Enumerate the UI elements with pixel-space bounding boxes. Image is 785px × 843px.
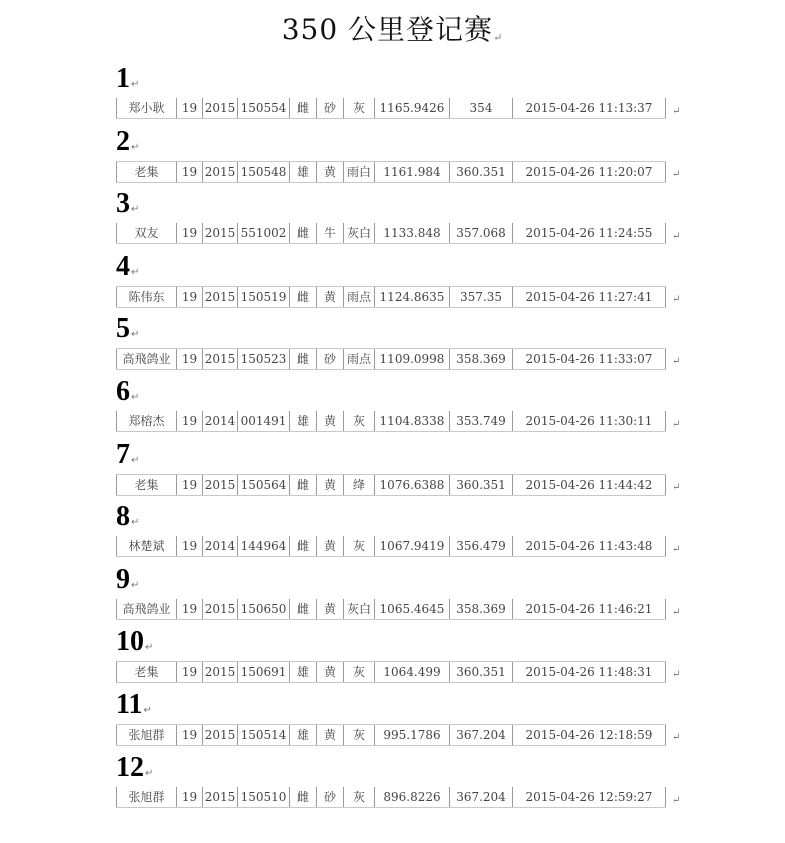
paragraph-mark-icon: ↵ xyxy=(672,168,681,180)
time-cell: 2015-04-26 11:20:07 xyxy=(512,162,666,182)
rank-number-text: 6 xyxy=(116,376,130,407)
color-cell: 灰 xyxy=(343,662,374,682)
table-row xyxy=(116,661,666,683)
paragraph-mark-icon: ↵ xyxy=(672,669,681,681)
speed-cell: 1124.8635 xyxy=(374,287,449,307)
year-cell: 2015 xyxy=(202,787,237,807)
rank-number xyxy=(116,127,139,163)
table-row xyxy=(116,161,666,183)
paragraph-mark-icon: ↵ xyxy=(145,642,154,654)
rank-number xyxy=(116,565,139,601)
paragraph-mark-icon: ↵ xyxy=(672,732,681,743)
rank-number-text: 3 xyxy=(116,188,130,220)
sex-cell: 雌 xyxy=(289,98,316,118)
owner-cell: 双友 xyxy=(116,223,176,243)
speed-cell: 1133.848 xyxy=(374,223,449,243)
ring-cell: 150691 xyxy=(237,662,289,682)
time-cell: 2015-04-26 11:43:48 xyxy=(512,536,666,556)
year-cell: 2015 xyxy=(202,162,237,182)
paragraph-mark-icon: ↵ xyxy=(672,293,681,305)
time-cell: 2015-04-26 11:27:41 xyxy=(512,287,666,307)
eye-cell: 牛 xyxy=(316,223,343,243)
owner-cell: 郑榕杰 xyxy=(116,411,176,431)
eye-cell: 黄 xyxy=(316,162,343,182)
rank-number xyxy=(116,502,139,538)
age-cell: 19 xyxy=(176,223,202,243)
paragraph-mark-icon: ↵ xyxy=(143,705,152,716)
table-row xyxy=(116,599,666,620)
result-entry xyxy=(116,377,686,439)
paragraph-mark-icon: ↵ xyxy=(131,204,140,216)
ring-cell: 144964 xyxy=(237,536,289,556)
paragraph-mark-icon: ↵ xyxy=(672,606,681,618)
eye-cell: 黄 xyxy=(316,536,343,556)
sex-cell: 雌 xyxy=(289,787,316,807)
age-cell: 19 xyxy=(176,725,202,745)
sex-cell: 雄 xyxy=(289,662,316,682)
distance-cell: 367.204 xyxy=(449,725,512,745)
rank-number xyxy=(116,64,139,100)
result-entry xyxy=(116,502,686,564)
result-entry xyxy=(116,565,686,627)
eye-cell: 黄 xyxy=(316,475,343,495)
owner-cell: 陈伟东 xyxy=(116,287,176,307)
owner-cell: 郑小耿 xyxy=(116,98,176,118)
eye-cell: 砂 xyxy=(316,98,343,118)
eye-cell: 砂 xyxy=(316,787,343,807)
speed-cell: 1109.0998 xyxy=(374,349,449,369)
ring-cell: 150519 xyxy=(237,287,289,307)
sex-cell: 雄 xyxy=(289,162,316,182)
rank-number-text: 7 xyxy=(116,438,130,470)
table-row xyxy=(116,536,666,557)
color-cell: 雨点 xyxy=(343,287,374,307)
paragraph-mark-icon: ↵ xyxy=(672,419,681,430)
result-entry xyxy=(116,189,686,251)
year-cell: 2015 xyxy=(202,725,237,745)
time-cell: 2015-04-26 11:44:42 xyxy=(512,475,666,495)
rank-number xyxy=(116,627,153,663)
rank-number xyxy=(116,252,139,288)
age-cell: 19 xyxy=(176,599,202,619)
rank-number xyxy=(116,753,153,789)
rank-number-text: 12 xyxy=(116,751,144,783)
year-cell: 2015 xyxy=(202,223,237,243)
paragraph-mark-icon: ↵ xyxy=(131,579,140,591)
year-cell: 2015 xyxy=(202,98,237,118)
page-title xyxy=(0,8,785,48)
time-cell: 2015-04-26 12:18:59 xyxy=(512,725,666,745)
paragraph-mark-icon: ↵ xyxy=(131,392,140,403)
ring-cell: 551002 xyxy=(237,223,289,243)
owner-cell: 老集 xyxy=(116,162,176,182)
owner-cell: 高飛鸽业 xyxy=(116,599,176,619)
speed-cell: 1165.9426 xyxy=(374,98,449,118)
distance-cell: 357.068 xyxy=(449,223,512,243)
rank-number xyxy=(116,314,139,350)
sex-cell: 雌 xyxy=(289,287,316,307)
owner-cell: 张旭群 xyxy=(116,787,176,807)
eye-cell: 黄 xyxy=(316,599,343,619)
table-row xyxy=(116,411,666,432)
owner-cell: 高飛鸽业 xyxy=(116,349,176,369)
time-cell: 2015-04-26 11:30:11 xyxy=(512,411,666,431)
age-cell: 19 xyxy=(176,475,202,495)
sex-cell: 雌 xyxy=(289,223,316,243)
sex-cell: 雌 xyxy=(289,349,316,369)
age-cell: 19 xyxy=(176,536,202,556)
paragraph-mark-icon: ↵ xyxy=(131,517,140,529)
color-cell: 绛 xyxy=(343,475,374,495)
paragraph-mark-icon: ↵ xyxy=(672,106,681,117)
distance-cell: 360.351 xyxy=(449,475,512,495)
eye-cell: 黄 xyxy=(316,662,343,682)
eye-cell: 黄 xyxy=(316,411,343,431)
age-cell: 19 xyxy=(176,411,202,431)
speed-cell: 1104.8338 xyxy=(374,411,449,431)
ring-cell: 150650 xyxy=(237,599,289,619)
color-cell: 灰 xyxy=(343,98,374,118)
paragraph-mark-icon: ↵ xyxy=(131,329,140,341)
color-cell: 灰 xyxy=(343,536,374,556)
color-cell: 灰 xyxy=(343,787,374,807)
table-row xyxy=(116,724,666,746)
year-cell: 2015 xyxy=(202,349,237,369)
paragraph-mark-icon: ↵ xyxy=(131,79,140,90)
paragraph-mark-icon: ↵ xyxy=(672,231,681,243)
page-title-text: 350 公里登记赛 xyxy=(281,13,494,46)
speed-cell: 1065.4645 xyxy=(374,599,449,619)
rank-number-text: 2 xyxy=(116,125,130,157)
ring-cell: 150554 xyxy=(237,98,289,118)
sex-cell: 雄 xyxy=(289,725,316,745)
owner-cell: 老集 xyxy=(116,475,176,495)
paragraph-mark-icon: ↵ xyxy=(493,31,504,44)
paragraph-mark-icon: ↵ xyxy=(131,141,140,153)
year-cell: 2015 xyxy=(202,287,237,307)
table-row xyxy=(116,474,666,496)
rank-number-text: 4 xyxy=(116,250,130,282)
table-row xyxy=(116,787,666,808)
result-entry xyxy=(116,627,686,689)
ring-cell: 150548 xyxy=(237,162,289,182)
year-cell: 2015 xyxy=(202,475,237,495)
table-row xyxy=(116,223,666,244)
age-cell: 19 xyxy=(176,349,202,369)
result-entry xyxy=(116,252,686,314)
color-cell: 灰 xyxy=(343,725,374,745)
rank-number-text: 11 xyxy=(116,689,143,720)
distance-cell: 357.35 xyxy=(449,287,512,307)
rank-number-text: 9 xyxy=(116,563,130,595)
time-cell: 2015-04-26 11:46:21 xyxy=(512,599,666,619)
rank-number xyxy=(116,690,152,726)
result-entry xyxy=(116,753,686,815)
distance-cell: 360.351 xyxy=(449,162,512,182)
table-row xyxy=(116,286,666,308)
rank-number xyxy=(116,377,139,413)
time-cell: 2015-04-26 11:48:31 xyxy=(512,662,666,682)
paragraph-mark-icon: ↵ xyxy=(672,356,681,368)
paragraph-mark-icon: ↵ xyxy=(131,266,140,278)
age-cell: 19 xyxy=(176,98,202,118)
speed-cell: 1064.499 xyxy=(374,662,449,682)
age-cell: 19 xyxy=(176,162,202,182)
speed-cell: 995.1786 xyxy=(374,725,449,745)
age-cell: 19 xyxy=(176,287,202,307)
owner-cell: 老集 xyxy=(116,662,176,682)
ring-cell: 150510 xyxy=(237,787,289,807)
speed-cell: 1076.6388 xyxy=(374,475,449,495)
time-cell: 2015-04-26 11:33:07 xyxy=(512,349,666,369)
result-entry xyxy=(116,64,686,126)
year-cell: 2014 xyxy=(202,411,237,431)
rank-number-text: 10 xyxy=(116,626,144,658)
paragraph-mark-icon: ↵ xyxy=(145,767,154,779)
eye-cell: 黄 xyxy=(316,287,343,307)
rank-number-text: 8 xyxy=(116,501,130,533)
table-row xyxy=(116,348,666,370)
distance-cell: 360.351 xyxy=(449,662,512,682)
result-entry xyxy=(116,440,686,502)
color-cell: 灰白 xyxy=(343,599,374,619)
ring-cell: 150514 xyxy=(237,725,289,745)
distance-cell: 367.204 xyxy=(449,787,512,807)
color-cell: 雨白 xyxy=(343,162,374,182)
color-cell: 雨点 xyxy=(343,349,374,369)
result-entry xyxy=(116,314,686,376)
year-cell: 2015 xyxy=(202,662,237,682)
color-cell: 灰 xyxy=(343,411,374,431)
age-cell: 19 xyxy=(176,662,202,682)
year-cell: 2015 xyxy=(202,599,237,619)
speed-cell: 1161.984 xyxy=(374,162,449,182)
distance-cell: 353.749 xyxy=(449,411,512,431)
time-cell: 2015-04-26 11:13:37 xyxy=(512,98,666,118)
rank-number xyxy=(116,440,139,476)
time-cell: 2015-04-26 11:24:55 xyxy=(512,223,666,243)
sex-cell: 雌 xyxy=(289,475,316,495)
sex-cell: 雌 xyxy=(289,599,316,619)
rank-number-text: 1 xyxy=(116,63,130,94)
eye-cell: 黄 xyxy=(316,725,343,745)
rank-number xyxy=(116,189,139,225)
paragraph-mark-icon: ↵ xyxy=(672,794,681,806)
owner-cell: 张旭群 xyxy=(116,725,176,745)
distance-cell: 354 xyxy=(449,98,512,118)
paragraph-mark-icon: ↵ xyxy=(131,454,140,466)
ring-cell: 001491 xyxy=(237,411,289,431)
age-cell: 19 xyxy=(176,787,202,807)
distance-cell: 358.369 xyxy=(449,349,512,369)
table-row xyxy=(116,98,666,119)
distance-cell: 356.479 xyxy=(449,536,512,556)
speed-cell: 896.8226 xyxy=(374,787,449,807)
paragraph-mark-icon: ↵ xyxy=(672,544,681,556)
ring-cell: 150564 xyxy=(237,475,289,495)
distance-cell: 358.369 xyxy=(449,599,512,619)
sex-cell: 雌 xyxy=(289,536,316,556)
eye-cell: 砂 xyxy=(316,349,343,369)
year-cell: 2014 xyxy=(202,536,237,556)
owner-cell: 林楚斌 xyxy=(116,536,176,556)
result-entry xyxy=(116,127,686,189)
time-cell: 2015-04-26 12:59:27 xyxy=(512,787,666,807)
result-entry xyxy=(116,690,686,752)
ring-cell: 150523 xyxy=(237,349,289,369)
color-cell: 灰白 xyxy=(343,223,374,243)
paragraph-mark-icon: ↵ xyxy=(672,481,681,493)
rank-number-text: 5 xyxy=(116,313,130,345)
speed-cell: 1067.9419 xyxy=(374,536,449,556)
sex-cell: 雄 xyxy=(289,411,316,431)
